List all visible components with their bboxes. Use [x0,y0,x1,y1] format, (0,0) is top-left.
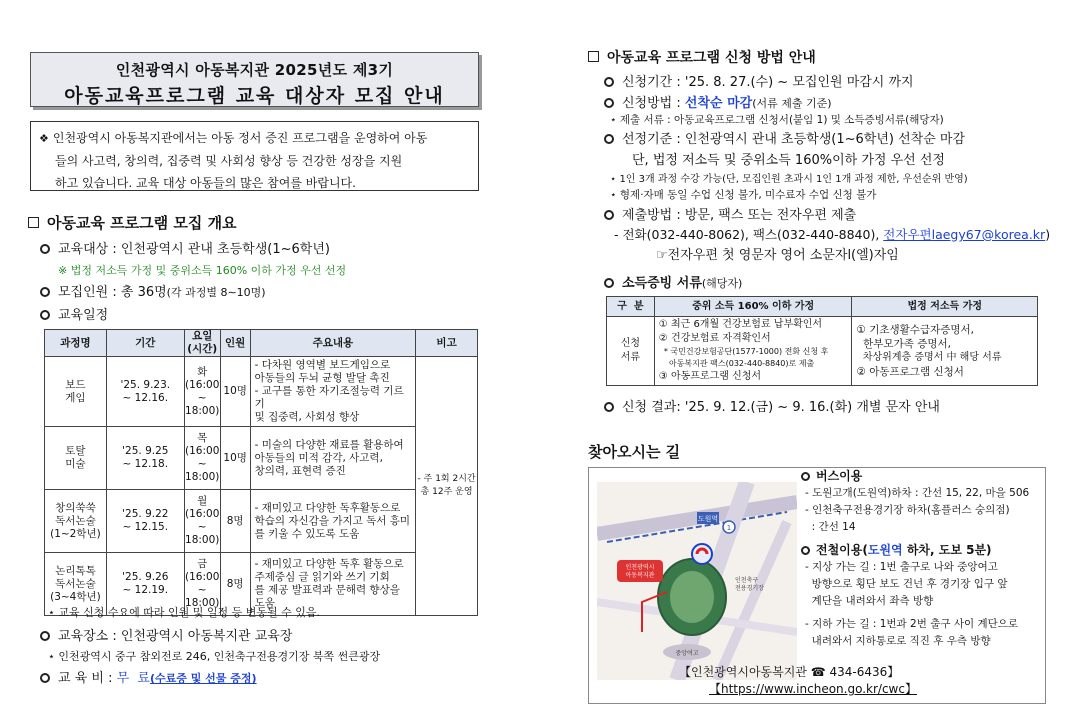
criteria-item [604,128,965,147]
proof-header-type: 구 분 [607,297,655,317]
circle-bullet-icon [40,310,50,320]
course-people: 8명 [220,553,250,616]
sibling-note: ⋆ 형제·자매 동일 수업 신청 불가, 미수료자 수업 신청 불가 [610,189,877,201]
map-label-stadium: 인천축구 [735,577,759,584]
proof-low-cell [852,317,1038,386]
schedule-header-row [45,330,478,357]
course-period: '25. 9.23. ~ 12.16. [106,357,184,427]
header-day: 요일 (시간) [184,330,220,357]
subway-ground3: 계단을 내려와서 좌측 방향 [805,595,934,607]
schedule-table [44,329,478,616]
intro-text1: 인천광역시 아동복지관에서는 아동 정서 증진 프로그램을 운영하여 아동 [52,131,428,145]
course-name: 논리톡톡 독서논술 (3~4학년) [45,553,107,616]
table-row [607,317,1038,386]
proof-mid-cell [654,317,852,386]
method-note: (서류 제출 기준) [752,97,832,110]
circle-bullet-icon [40,631,50,641]
circle-bullet-icon [604,402,614,412]
circle-bullet-icon [801,546,810,555]
place-item [40,625,292,644]
course-day: 월 (16:00 ~ 18:00) [184,490,220,553]
fee-note: (수료증 및 선물 증정) [149,672,257,685]
title-box [30,52,479,107]
target-text: 교육대상 : 인천광역시 관내 초등학생(1~6학년) [58,242,330,257]
method-label: 신청방법 : [622,96,681,111]
intro-line3: 하고 있습니다. 교육 대상 아동들의 많은 참여를 바랍니다. [55,176,356,190]
list-item: * 국민건강보험공단(1577-1000) 전화 신청 후 [658,347,829,356]
header-content: 주요내용 [250,330,416,357]
list-item: 아동복지관 팩스(032-440-8840)로 제출 [658,359,815,368]
course-day: 목 (16:00 ~ 18:00) [184,427,220,490]
section2-title: 아동교육 프로그램 신청 방법 안내 [607,50,816,66]
square-icon [28,217,39,228]
change-note: ⋆ 교육 신청 수요에 따라 인원 및 일정 등 변동될 수 있음. [48,606,320,619]
criteria-text2: 단, 법정 저소득 및 중위소득 160%이하 가정 우선 선정 [632,153,945,168]
email-label-link[interactable]: 전자우편 [883,227,932,242]
proof-title-note: (해당자) [701,277,743,290]
course-content: - 미술의 다양한 재료를 활용하여 아동들의 미적 감각, 사고력, 창의력, 표현력 증진 [250,427,416,490]
method-item [604,92,832,111]
proof-header-low: 법정 저소득 가정 [852,297,1038,317]
list-item: ③ 아동프로그램 신청서 [658,371,762,382]
directions-title: 찾아오시는 길 [588,443,681,461]
proof-header-mid: 중위 소득 160% 이하 가정 [654,297,852,317]
subway-title: 전철이용( [816,543,868,557]
proof-table [606,296,1038,386]
proof-heading [604,272,742,291]
recruit-text: 모집인원 : 총 36명 [58,285,167,300]
email-link[interactable]: laegy67@korea.kr [931,227,1046,242]
intro-line1 [39,127,470,150]
course-period: '25. 9.25 ~ 12.18. [106,427,184,490]
intro-mark-icon: ❖ [39,132,49,145]
footer-url-text[interactable]: 【https://www.incheon.go.kr/cwc】 [709,682,917,696]
docs-note: ⋆ 제출 서류 : 아동교육프로그램 신청서(붙임 1) 및 소득증빙서류(해당자) [610,114,944,126]
submit-item [604,204,856,223]
subway-under1: - 지하 가는 길 : 1번과 2번 출구 사이 계단으로 [805,618,1019,630]
footer-name: 【인천광역시아동복지관 ☎ 434-6436】 [679,665,900,679]
result-item [604,396,940,415]
intro-line2: 들의 사고력, 창의력, 집중력 및 사회성 향상 등 건강한 성장을 지원 [55,154,403,168]
bus-title: 버스이용 [816,469,863,483]
map-label-welfare2: 아동복지관 [625,572,655,579]
schedule-label: 교육일정 [58,308,109,323]
course-content: - 재미있고 다양한 독후 활동으로 주제중심 글 읽기와 쓰기 기회 를 제공 발표력과 문해력 향상을 도움 [250,553,416,616]
directions-box [588,467,1046,704]
list-item: ① 최근 6개월 건강보험료 납부확인서 [658,319,823,330]
table-row [45,357,478,427]
circle-bullet-icon [40,287,50,297]
table-row [45,427,478,490]
circle-bullet-icon [604,134,614,144]
contact-line [614,225,1050,243]
title-line2: 아동교육프로그램 교육 대상자 모집 안내 [64,85,445,107]
submit-text: 제출방법 : 방문, 팩스 또는 전자우편 제출 [622,208,857,223]
list-item: 한부모가족 증명서, [856,338,951,350]
course-people: 10명 [220,427,250,490]
criteria-text1: 선정기준 : 인천광역시 관내 초등학생(1~6학년) 선착순 마감 [622,132,966,147]
course-content: - 재미있고 다양한 독후활동으로 학습의 자신감을 가지고 독서 흥미 를 키울 수 있도록 도움 [250,490,416,553]
list-item: 차상위계층 증명서 中 해당 서류 [856,352,1002,363]
course-day: 금 (16:00 ~ 18:00) [184,553,220,616]
proof-title: 소득증빙 서류 [622,276,702,291]
section1-heading [28,212,237,233]
map-label-exit: 1 [726,524,732,532]
priority-note: ※ 법정 저소득 가정 및 중위소득 160% 이하 가정 우선 선정 [58,264,347,277]
map-label-welfare: 인천광역시 [625,564,655,571]
map-label-school: 중앙여고 [675,650,699,657]
period-item [604,71,914,90]
fee-label: 교 육 비 : [58,671,113,686]
course-name: 창의쑥쑥 독서논술 (1~2학년) [45,490,107,553]
section2-heading [588,47,816,67]
subway-under2: 내려와서 지하통로로 직진 후 우측 방향 [805,635,991,647]
schedule-item [40,304,108,323]
place-text: 교육장소 : 인천광역시 아동복지관 교육장 [58,629,293,644]
list-item: ② 건강보험료 자격확인서 [658,333,771,344]
recruit-detail: (각 과정별 8∼10명) [166,286,266,299]
bus-line2: - 인천축구전용경기장 하차(홈플러스 숭의점) [805,504,1010,516]
course-day: 화 (16:00 ~ 18:00) [184,357,220,427]
method-value: 선착순 마감 [684,96,753,111]
map-drawing [597,482,797,680]
subway-title2: 하차, 도보 5분) [902,543,992,557]
limit-note: ⋆ 1인 3개 과정 수강 가능(단, 모집인원 초과시 1인 1개 과정 제한, 우선순위 반영) [610,174,968,185]
contact-prefix: - 전화(032-440-8062), 팩스(032-440-8840), [614,227,884,242]
list-item: ① 기초생활수급자증명서, [856,324,975,336]
circle-bullet-icon [604,278,614,288]
subway-ground1: - 지상 가는 길 : 1번 출구로 나와 중앙여고 [805,561,998,573]
section1-title: 아동교육 프로그램 모집 개요 [47,214,237,232]
circle-bullet-icon [604,77,614,87]
subway-station: 도원역 [867,543,903,557]
title-line1: 인천광역시 아동복지관 2025년도 제3기 [115,61,394,79]
course-content: - 다차원 영역별 보드게임으로 아동들의 두뇌 균형 발달 촉진 - 교구를 통한 자기조절능력 기르기 및 집중력, 사회성 향상 [250,357,416,427]
table-row [45,490,478,553]
list-item: ② 아동프로그램 신청서 [856,366,964,378]
header-period: 기간 [106,330,184,357]
subway-heading [801,542,1029,559]
circle-bullet-icon [40,244,50,254]
footer-url[interactable] [709,680,917,697]
contact-suffix: ) [1045,227,1051,242]
fee-value: 무 료 [116,671,150,686]
course-people: 10명 [220,357,250,427]
period-text: 신청기간 : '25. 8. 27.(수) ~ 모집인원 마감시 까지 [622,75,914,90]
course-name: 보드 게임 [45,357,107,427]
map-label-station: 도원역 [697,515,719,523]
header-remark: 비고 [416,330,478,357]
target-item [40,238,330,257]
course-name: 토탈 미술 [45,427,107,490]
proof-header-row [607,297,1038,317]
header-course: 과정명 [45,330,107,357]
email-hint: ☞전자우편 첫 영문자 영어 소문자l(엘)자임 [656,248,899,263]
circle-bullet-icon [40,673,50,683]
subway-ground2: 방향으로 횡단 보도 건넌 후 경기장 입구 앞 [805,578,1008,590]
course-remark: - 주 1회 2시간 총 12주 운영 [416,357,478,616]
result-text: 신청 결과: '25. 9. 12.(금) ~ 9. 16.(화) 개별 문자 안내 [622,400,940,415]
bus-line1: - 도원고개(도원역)하차 : 간선 15, 22, 마을 506 [805,487,1030,499]
intro-box [30,121,479,191]
map-label-stadium2: 전용경기장 [735,585,764,592]
bus-heading [801,468,1029,485]
course-period: '25. 9.22 ~ 12.15. [106,490,184,553]
proof-row-label: 신청 서류 [607,317,655,386]
directions-info [801,468,1029,650]
course-period: '25. 9.26 ~ 12.19. [106,553,184,616]
address-note: ⋆ 인천광역시 중구 참외전로 246, 인천축구전용경기장 북쪽 썬큰광장 [48,650,381,663]
location-map [597,482,797,680]
square-icon [588,51,599,62]
circle-bullet-icon [604,98,614,108]
circle-bullet-icon [801,472,810,481]
recruit-item [40,281,266,300]
bus-line3: : 간선 14 [805,521,856,533]
header-people: 인원 [220,330,250,357]
course-people: 8명 [220,490,250,553]
circle-bullet-icon [604,210,614,220]
fee-item [40,667,257,686]
